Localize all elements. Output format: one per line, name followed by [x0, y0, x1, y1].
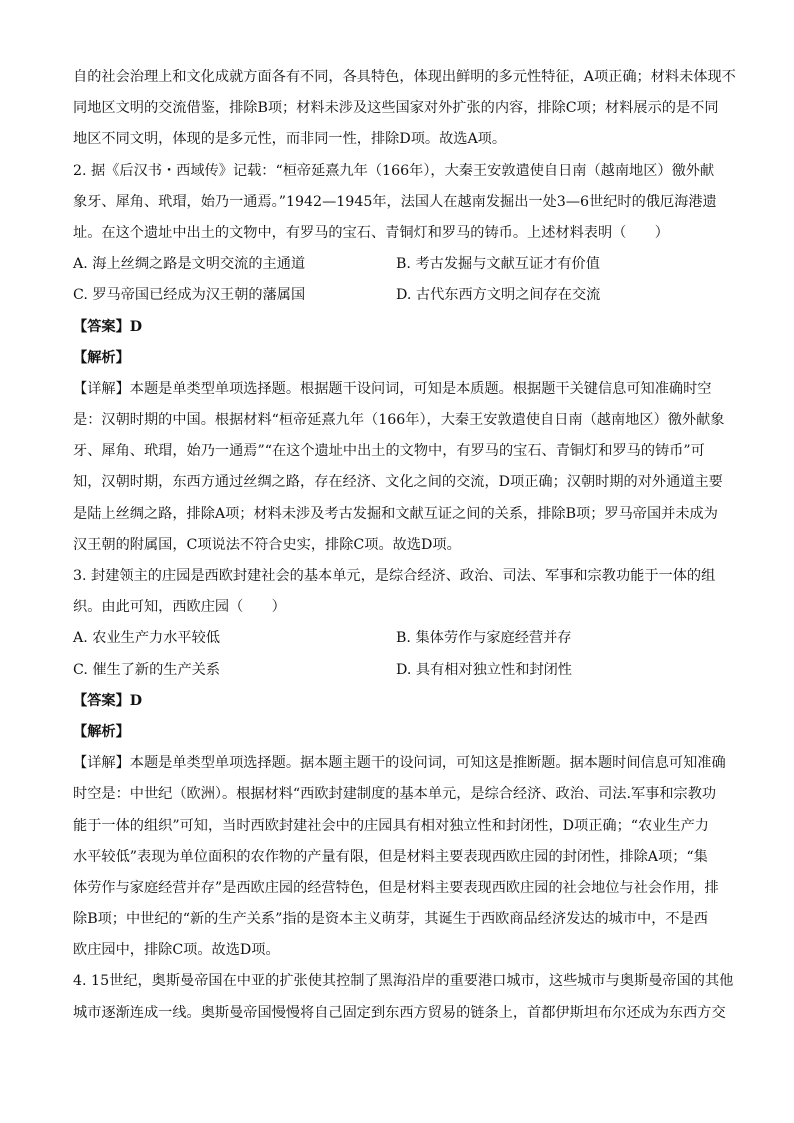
- option-c: C. 罗马帝国已经成为汉王朝的藩属国: [73, 287, 306, 304]
- detail-line: 体劳作与家庭经营并存”是西欧庄园的经营特色，但是材料主要表现西欧庄园的社会地位与社会作用，排: [73, 879, 719, 896]
- answer-label: 【答案】D: [73, 318, 143, 335]
- detail-line: 知，汉朝时期，东西方通过丝绸之路，存在经济、文化之间的交流，D项正确；汉朝时期的对外通道主要: [73, 474, 723, 491]
- question-4: [73, 966, 734, 1028]
- detail-line: 欧庄园中，排除C项。故选D项。: [73, 942, 280, 959]
- detail-line: 是：汉朝时期的中国。根据材料“桓帝延熹九年（166年），大秦王安敦遣使自日南（越南地区）徼外献象: [73, 412, 725, 429]
- document-page: [73, 62, 736, 1029]
- options-row: [73, 655, 725, 686]
- question-stem-line: 象牙、犀角、玳瑁，始乃一通焉。”1942—1945年，法国人在越南发掘出一处3—6世纪时的俄厄海港遗: [73, 193, 717, 210]
- text-line: 地区不同文明，体现的是多元性，而非同一性，排除D项。故选A项。: [73, 131, 507, 148]
- detail-line: 除B项；中世纪的“新的生产关系”指的是资本主义萌芽，其诞生于西欧商品经济发达的城市中，不是西: [73, 911, 708, 928]
- question-1-explanation-tail: [73, 62, 736, 156]
- analysis-label: 【解析】: [73, 349, 130, 366]
- question-stem-line: 4. 15世纪，奥斯曼帝国在中亚的扩张使其控制了黑海沿岸的重要港口城市，这些城市与奥斯曼帝国的其他: [73, 973, 734, 990]
- question-stem-line: 3. 封建领主的庄园是西欧封建社会的基本单元，是综合经济、政治、司法、军事和宗教功能于一体的组: [73, 568, 716, 584]
- detail-line: 汉王朝的附属国，C项说法不符合史实，排除C项。故选D项。: [73, 536, 461, 553]
- options-row: [73, 623, 725, 654]
- answer-label: 【答案】D: [73, 692, 143, 709]
- option-b: B. 集体劳作与家庭经营并存: [396, 630, 572, 647]
- options-row: [73, 280, 725, 311]
- options-row: [73, 249, 725, 280]
- detail-line: 【详解】本题是单类型单项选择题。据本题主题干的设问词，可知这是推断题。据本题时间信息可知准确: [73, 755, 726, 772]
- question-stem-line: 城市逐渐连成一线。奥斯曼帝国慢慢将自己固定到东西方贸易的链条上，首都伊斯坦布尔还成为东西方交: [73, 1004, 726, 1021]
- question-2: [73, 156, 725, 561]
- detail-line: 水平较低”表现为单位面积的农作物的产量有限，但是材料主要表现西欧庄园的封闭性，排除A项；“集: [73, 848, 708, 865]
- detail-line: 【详解】本题是单类型单项选择题。根据题干设问词，可知是本质题。根据题干关键信息可知准确时空: [73, 380, 712, 397]
- option-a: A. 海上丝绸之路是文明交流的主通道: [73, 256, 306, 273]
- text-line: 同地区文明的交流借鉴，排除B项；材料未涉及这些国家对外扩张的内容，排除C项；材料展示的是不同: [73, 100, 719, 117]
- option-a: A. 农业生产力水平较低: [73, 630, 220, 647]
- question-stem-line: 织。由此可知，西欧庄园（ ）: [73, 599, 286, 616]
- question-3: [73, 561, 725, 966]
- detail-line: 牙、犀角、玳瑁，始乃一通焉”“在这个遗址中出土的文物中，有罗马的宝石、青铜灯和罗马的铸币”可: [73, 443, 705, 460]
- option-d: D. 具有相对独立性和封闭性: [396, 661, 572, 678]
- option-d: D. 古代东西方文明之间存在交流: [396, 287, 601, 304]
- option-c: C. 催生了新的生产关系: [73, 661, 221, 678]
- detail-line: 时空是：中世纪（欧洲）。根据材料“西欧封建制度的基本单元，是综合经济、政治、司法.军事和宗教功: [73, 786, 717, 803]
- analysis-label: 【解析】: [73, 723, 130, 740]
- text-line: 自的社会治理上和文化成就方面各有不同，各具特色，体现出鲜明的多元性特征，A项正确；材料未体现不: [73, 69, 736, 85]
- detail-line: 能于一体的组织”可知，当时西欧封建社会中的庄园具有相对独立性和封闭性，D项正确；“农业生产力: [73, 817, 709, 834]
- detail-line: 是陆上丝绸之路，排除A项；材料未涉及考古发掘和文献互证之间的关系，排除B项；罗马帝国并未成为: [73, 505, 718, 522]
- question-stem-line: 2. 据《后汉书・西域传》记载：“桓帝延熹九年（166年），大秦王安敦遣使自日南（越南地区）徼外献: [73, 162, 715, 179]
- option-b: B. 考古发掘与文献互证才有价值: [396, 256, 600, 273]
- question-stem-line: 址。在这个遗址中出土的文物中，有罗马的宝石、青铜灯和罗马的铸币。上述材料表明（ ）: [73, 224, 669, 241]
